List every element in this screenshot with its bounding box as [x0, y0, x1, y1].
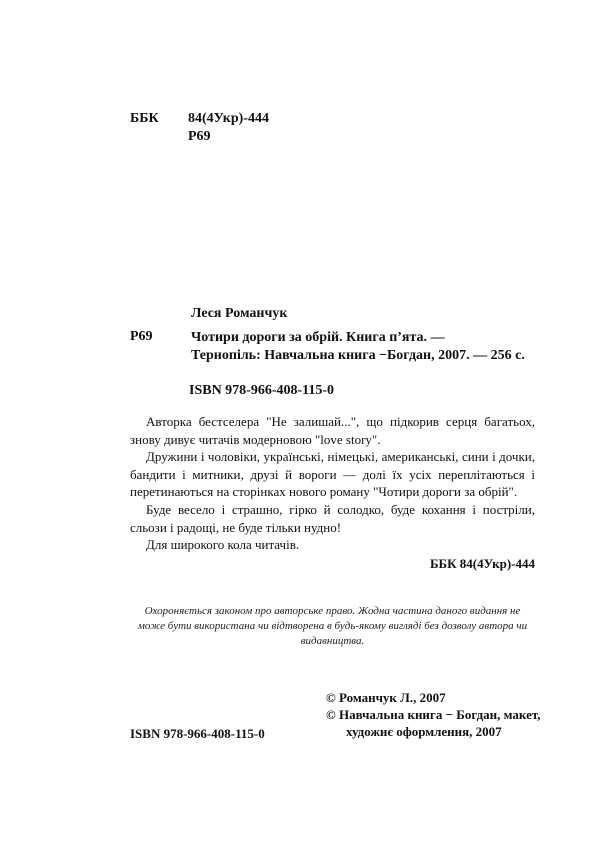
annotation	[130, 413, 535, 554]
isbn-main: ISBN 978-966-408-115-0	[189, 383, 335, 398]
author-code-top: Р69	[188, 129, 211, 144]
title-line-1: Чотири дороги за обрій. Книга п’ята. —	[191, 330, 445, 345]
annotation-paragraph: Авторка бестселера "Не залишай...", що підкорив серця багатьох, знову дивує читачів модерновою "love story".	[130, 414, 535, 447]
bbk-value: 84(4Укр)-444	[188, 111, 269, 126]
annotation-paragraph: Буде весело і страшно, гірко й солодко, буде кохання і постріли, сльози і радощі, не буде тільки нудно!	[130, 501, 535, 535]
annotation-paragraph: Для широкого кола читачів.	[146, 537, 300, 553]
copyright-block	[326, 689, 541, 740]
copyright-design: художнє оформлення, 2007	[346, 724, 502, 739]
copyright-notice: Охороняється законом про авторське право. Жодна частина даного видання не може бути використана чи відтворена в будь-якому вигляді без дозволу автора чи видавництва.	[137, 605, 528, 647]
copyright-author: © Романчук Л., 2007	[326, 690, 446, 705]
bibliographic-record	[191, 329, 551, 365]
copyright-publisher: © Навчальна книга − Богдан, макет,	[326, 707, 541, 722]
author-name: Леся Романчук	[191, 306, 288, 321]
isbn-bottom: ISBN 978-966-408-115-0	[130, 726, 265, 741]
author-code: Р69	[130, 329, 153, 344]
bbk-label: ББК	[130, 111, 159, 126]
annotation-paragraph: Дружини і чоловіки, українські, німецькі, американські, сини і дочки, бандити і митники, друзі й вороги — долі їх усіх переплітаються і перетинаються на сторінках нового роману "Чотири дороги за обрій".	[130, 449, 535, 500]
bbk-right: ББК 84(4Укр)-444	[429, 556, 535, 571]
title-line-2: Тернопіль: Навчальна книга −Богдан, 2007. — 256 с.	[191, 348, 525, 363]
bbk-block	[130, 110, 269, 146]
